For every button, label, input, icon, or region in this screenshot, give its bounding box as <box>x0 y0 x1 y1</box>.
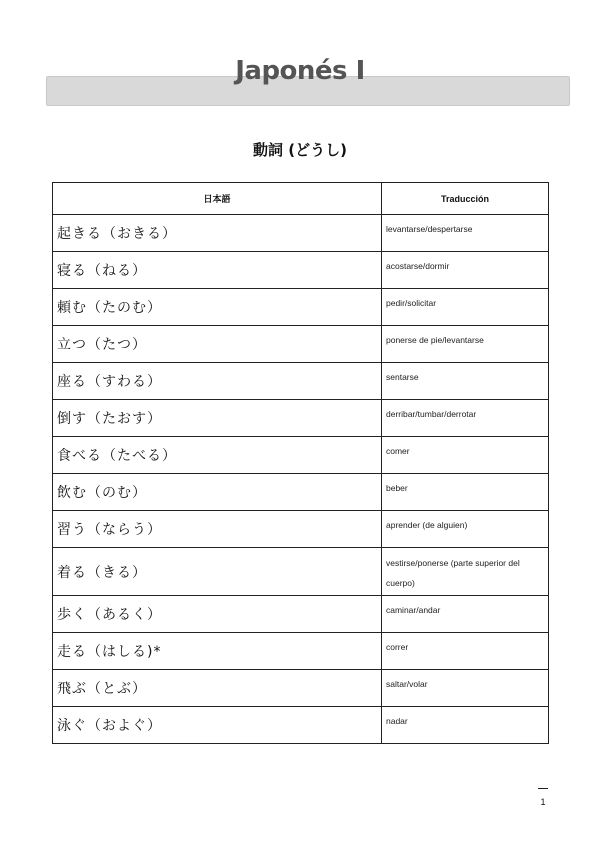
page-number: 1 <box>540 797 546 807</box>
table-row <box>53 596 549 633</box>
japanese-cell: 飛ぶ（とぶ） <box>53 670 382 707</box>
translation-cell: caminar/andar <box>382 596 549 633</box>
japanese-cell: 倒す（たおす） <box>53 400 382 437</box>
column-header-translation: Traducción <box>382 183 549 215</box>
japanese-cell: 寝る（ねる） <box>53 252 382 289</box>
japanese-cell: 着る（きる） <box>53 548 382 596</box>
table-row <box>53 670 549 707</box>
translation-cell: correr <box>382 633 549 670</box>
table-row <box>53 633 549 670</box>
table-row <box>53 363 549 400</box>
table-row <box>53 548 549 596</box>
translation-cell: nadar <box>382 707 549 744</box>
japanese-cell: 歩く（あるく） <box>53 596 382 633</box>
translation-cell: comer <box>382 437 549 474</box>
translation-cell: levantarse/despertarse <box>382 215 549 252</box>
column-header-japanese: 日本語 <box>53 183 382 215</box>
japanese-cell: 頼む（たのむ） <box>53 289 382 326</box>
japanese-cell: 食べる（たべる） <box>53 437 382 474</box>
table-row <box>53 511 549 548</box>
table-row <box>53 215 549 252</box>
table-header-row <box>53 183 549 215</box>
table-row <box>53 326 549 363</box>
table-row <box>53 474 549 511</box>
translation-cell: sentarse <box>382 363 549 400</box>
japanese-cell: 習う（ならう） <box>53 511 382 548</box>
table-row <box>53 289 549 326</box>
section-title: 動詞 (どうし) <box>253 141 347 159</box>
translation-cell: beber <box>382 474 549 511</box>
japanese-cell: 起きる（おきる） <box>53 215 382 252</box>
translation-cell: vestirse/ponerse (parte superior del cuerpo) <box>382 548 549 596</box>
vocabulary-table <box>52 182 549 744</box>
translation-cell: ponerse de pie/levantarse <box>382 326 549 363</box>
table-row <box>53 437 549 474</box>
japanese-cell: 座る（すわる） <box>53 363 382 400</box>
document-title: Japonés I <box>235 56 365 86</box>
translation-cell: saltar/volar <box>382 670 549 707</box>
table-row <box>53 252 549 289</box>
japanese-cell: 泳ぐ（およぐ） <box>53 707 382 744</box>
japanese-cell: 飲む（のむ） <box>53 474 382 511</box>
japanese-cell: 立つ（たつ） <box>53 326 382 363</box>
table-row <box>53 707 549 744</box>
translation-cell: aprender (de alguien) <box>382 511 549 548</box>
translation-cell: pedir/solicitar <box>382 289 549 326</box>
translation-cell: derribar/tumbar/derrotar <box>382 400 549 437</box>
translation-cell: acostarse/dormir <box>382 252 549 289</box>
japanese-cell: 走る（はしる)* <box>53 633 382 670</box>
table-row <box>53 400 549 437</box>
page-number-rule <box>538 788 548 789</box>
